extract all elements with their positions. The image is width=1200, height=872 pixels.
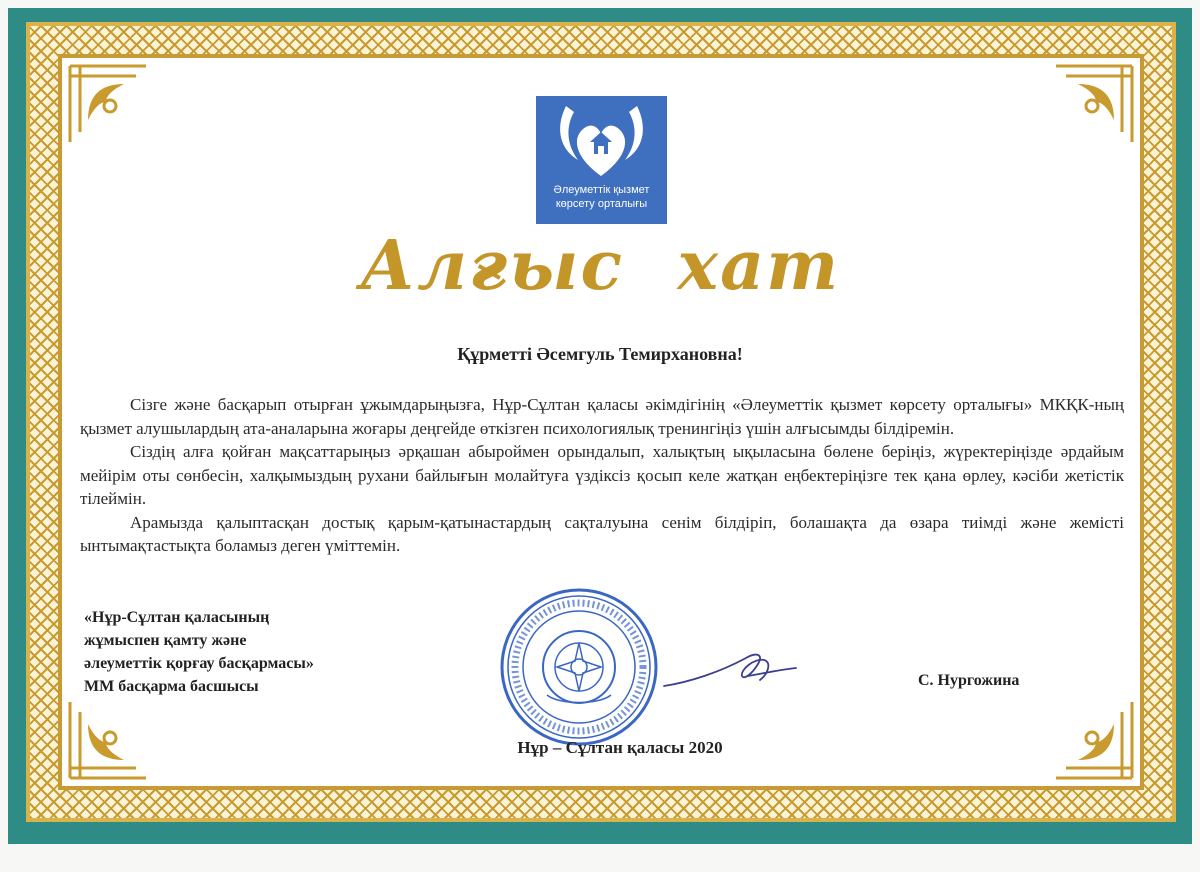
paragraph: Сізге және басқарып отырған ұжымдарыңызға, Нұр-Сұлтан қаласы әкімдігінің «Әлеуметтік қызмет көрсету орталығы» МКҚК-ның қызмет алушылардың ата-аналарына жоғары деңгейде өткізген психологиялық тренингіңіз үшін алғысымды білдіремін. [80,395,1124,438]
certificate-title: Алғыс хат [359,226,841,306]
organization-line: ММ басқарма басшысы [84,678,259,695]
signer-name: С. Нургожина [918,672,1020,689]
heart-hands-icon [536,96,667,186]
paragraph: Арамызда қалыптасқан достық қарым-қатынастардың сақталуына сенім білдіріп, болашақта да өзара тиімді және жемісті ынтымақтастықта боламыз деген үміттемін. [80,512,1124,555]
handwritten-signature [660,646,800,696]
organization-block [84,606,414,698]
logo-caption-line1: Әлеуметтік қызмет [553,184,650,196]
corner-ornament-top-left [66,62,150,146]
corner-ornament-bottom-left [66,698,150,782]
organization-line: «Нұр-Сұлтан қаласының [84,609,270,626]
greeting: Құрметті Әсемгуль Темирхановна! [457,344,743,364]
official-stamp-seal [499,587,659,747]
organization-logo [536,96,667,224]
place-and-year: Нұр – Сұлтан қаласы 2020 [517,738,723,757]
letter-body [80,393,1124,558]
logo-caption-line2: көрсету орталығы [555,198,648,210]
paragraph: Сіздің алға қойған мақсаттарыңыз әрқашан абыроймен орындалып, халықтың ықыласына бөлене беріңіз, жүректеріңізде әрдайым мейірім оты сөнбесін, халқымыздың рухани байлығын молайтуға үздіксіз қосып келе жатқан еңбектеріңізге тек қана өрлеу, кәсіби жетістік тілеймін. [80,442,1124,508]
organization-line: әлеуметтік қорғау басқармасы» [84,655,314,672]
corner-ornament-top-right [1052,62,1136,146]
corner-ornament-bottom-right [1052,698,1136,782]
organization-line: жұмыспен қамту және [84,632,247,649]
